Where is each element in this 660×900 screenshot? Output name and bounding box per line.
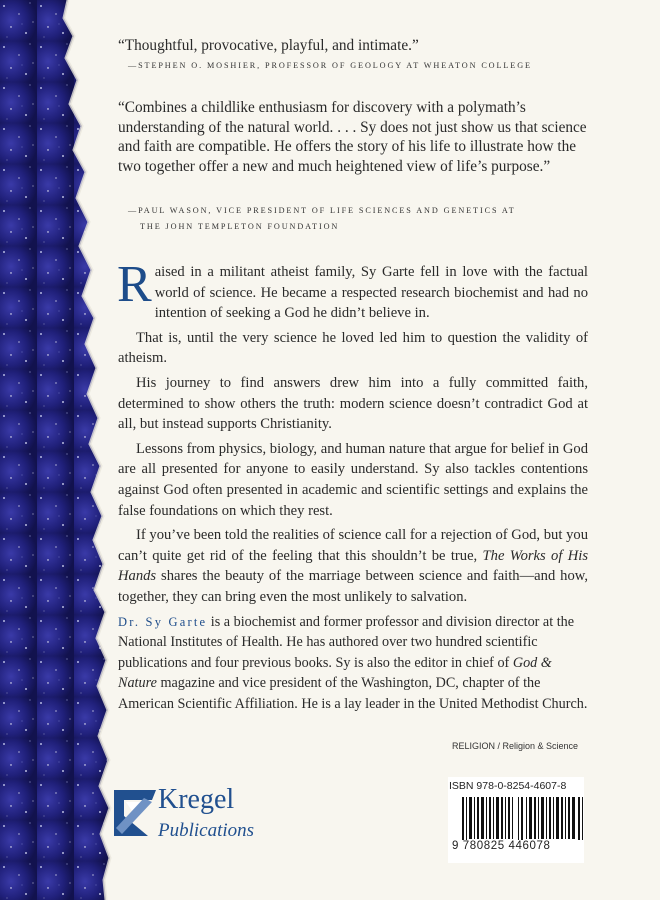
isbn-label: ISBN 978-0-8254-4607-8 [449,780,567,792]
publisher-subtitle: Publications [158,820,255,841]
drop-cap: R [117,256,152,313]
category-label: RELIGION / Religion & Science [452,741,579,751]
quote-2-attribution-line1: —PAUL WASON, VICE PRESIDENT OF LIFE SCIENCES AND GENETICS AT [128,206,516,215]
barcode [462,797,584,845]
description-paragraph-2: That is, until the very science he loved led him to question the validity of atheism. [118,329,588,367]
quote-2: “Combines a childlike enthusiasm for discovery with a polymath’s understanding of the natural world. . . . Sy does not just show us that science and faith are compatible. He offers the story of his life to illustrate how the two together offer a new and much heightened view of life’s purpose.” [118,99,587,175]
quote-1-attribution: —STEPHEN O. MOSHIER, PROFESSOR OF GEOLOGY AT WHEATON COLLEGE [128,61,532,70]
barcode-number: 9 780825 446078 [452,840,584,852]
author-bio: Dr. Sy Garte is a biochemist and former professor and division director at the National Institutes of Health. He has authored over two hundred scientific publications and four previous books. Sy is also the editor in chief of God & Nature magazine and vice president of the Washington, DC, chapter of the American Scientific Affiliation. He is a lay leader in the United Methodist Church. [118,614,588,712]
magazine-title: God & Nature [118,654,552,692]
publisher-name: Kregel [158,784,235,815]
kregel-logo-icon [112,786,158,840]
description-paragraph-3: His journey to find answers drew him into a fully committed faith, determined to show others the truth: modern science doesn’t contradict God at all, but instead supports Christianity. [118,374,588,433]
book-description [117,256,588,612]
description-paragraph-5: If you’ve been told the realities of science call for a rejection of God, but you can’t quite get rid of the feeling that this shouldn’t be true, The Works of His Hands shares the beauty of the marriage between science and faith—and how, together, they can bring even the most unlikely to salvation. [118,527,588,605]
description-paragraph-4: Lessons from physics, biology, and human nature that argue for belief in God are all presented for anyone to easily understand. Sy also tackles contentions against God often presented in academic and scientific settings and explains the false foundations on which they rest. [118,440,588,519]
author-name: Dr. Sy Garte [118,615,208,629]
quote-2-attribution-line2: THE JOHN TEMPLETON FOUNDATION [140,222,340,231]
description-paragraph-1: Raised in a militant atheist family, Sy Garte fell in love with the factual world of science. He became a respected research biochemist and had no intention of seeking a God he didn’t believe in. [117,256,588,322]
book-title: The Works of His Hands [118,547,588,585]
quote-1: “Thoughtful, provocative, playful, and intimate.” [118,37,419,54]
